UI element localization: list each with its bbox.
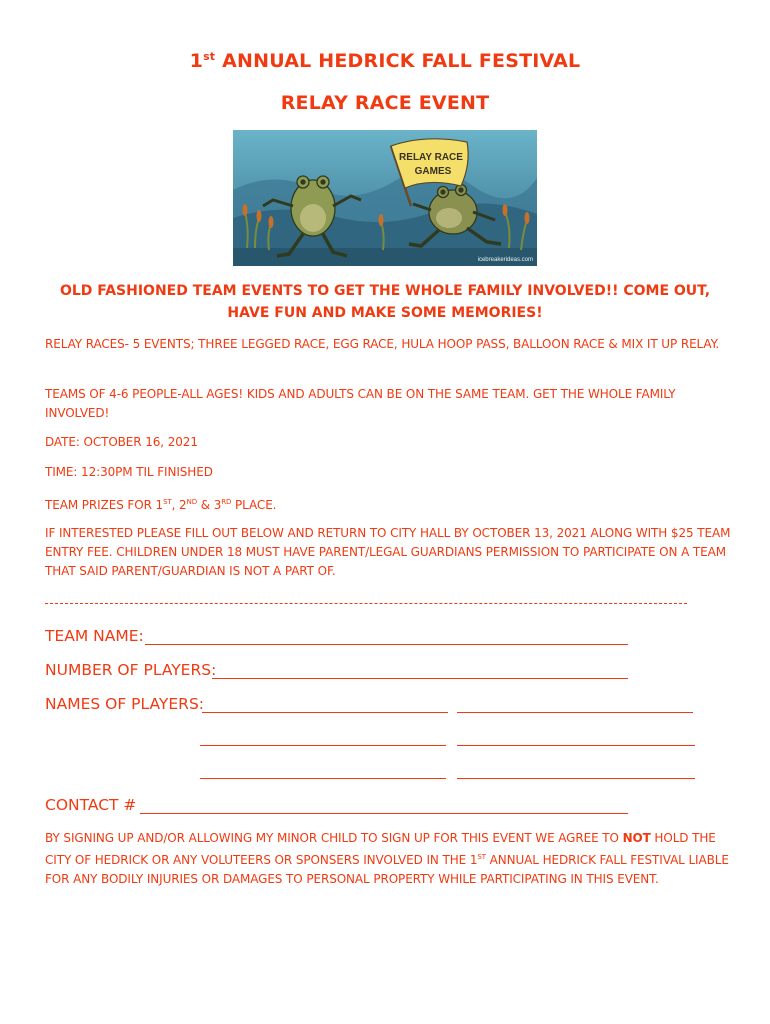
banner-site-credit: icebreakerideas.com bbox=[477, 257, 533, 263]
contact-label: CONTACT # bbox=[45, 796, 137, 814]
registration-instructions: IF INTERESTED PLEASE FILL OUT BELOW AND RETURN TO CITY HALL BY OCTOBER 13, 2021 ALONG WITH $25 TEAM ENTRY FEE. CHILDREN UNDER 18 MUST HAVE PARENT/LEGAL GUARDIANS PERMISSION TO PARTICIPATE ON A TEAM THAT SAID PARENT/GUARDIAN IS NOT A PART OF. bbox=[45, 526, 731, 578]
page-subtitle: RELAY RACE EVENT bbox=[280, 92, 490, 114]
event-date: DATE: OCTOBER 16, 2021 bbox=[45, 435, 198, 449]
names-of-players-label: NAMES OF PLAYERS: bbox=[45, 695, 205, 713]
team-prizes: TEAM PRIZES FOR 1ST, 2ND & 3RD PLACE. bbox=[45, 498, 277, 512]
liability-disclaimer: BY SIGNING UP AND/OR ALLOWING MY MINOR CHILD TO SIGN UP FOR THIS EVENT WE AGREE TO NOT HOLD THE CITY OF HEDRICK OR ANY VOLUTEERS OR SPONSERS INVOLVED IN THE 1ST ANNUAL HEDRICK FALL FESTIVAL LIABLE FOR ANY BODILY INJURIES OR DAMAGES TO PERSONAL PROPERTY WHILE PARTICIPATING IN THIS EVENT. bbox=[45, 831, 729, 886]
relay-races-info: RELAY RACES- 5 EVENTS; THREE LEGGED RACE, EGG RACE, HULA HOOP PASS, BALLOON RACE & MIX IT UP RELAY. bbox=[45, 337, 720, 351]
page-title: 1st ANNUAL HEDRICK FALL FESTIVAL bbox=[189, 50, 581, 72]
player-name-field-1[interactable] bbox=[202, 712, 448, 713]
number-of-players-field[interactable] bbox=[212, 678, 628, 679]
cut-line-divider bbox=[45, 603, 687, 604]
player-name-field-5[interactable] bbox=[200, 778, 446, 779]
event-time: TIME: 12:30PM TIL FINISHED bbox=[45, 465, 213, 479]
flag-text-line2: GAMES bbox=[414, 166, 452, 177]
team-name-field[interactable] bbox=[145, 644, 628, 645]
flag-text-line1: RELAY RACE bbox=[399, 152, 463, 163]
player-name-field-6[interactable] bbox=[457, 778, 695, 779]
relay-race-banner-illustration bbox=[233, 130, 537, 266]
number-of-players-label: NUMBER OF PLAYERS: bbox=[45, 661, 217, 679]
team-name-label: TEAM NAME: bbox=[45, 627, 144, 645]
teams-info: TEAMS OF 4-6 PEOPLE-ALL AGES! KIDS AND ADULTS CAN BE ON THE SAME TEAM. GET THE WHOLE FAMILY INVOLVED! bbox=[45, 387, 676, 420]
player-name-field-3[interactable] bbox=[200, 745, 446, 746]
disclaimer-not-emphasis: NOT bbox=[622, 831, 651, 845]
player-name-field-4[interactable] bbox=[457, 745, 695, 746]
event-headline: OLD FASHIONED TEAM EVENTS TO GET THE WHOLE FAMILY INVOLVED!! COME OUT, HAVE FUN AND MAKE SOME MEMORIES! bbox=[59, 283, 711, 321]
contact-field[interactable] bbox=[140, 813, 628, 814]
player-name-field-2[interactable] bbox=[457, 712, 693, 713]
